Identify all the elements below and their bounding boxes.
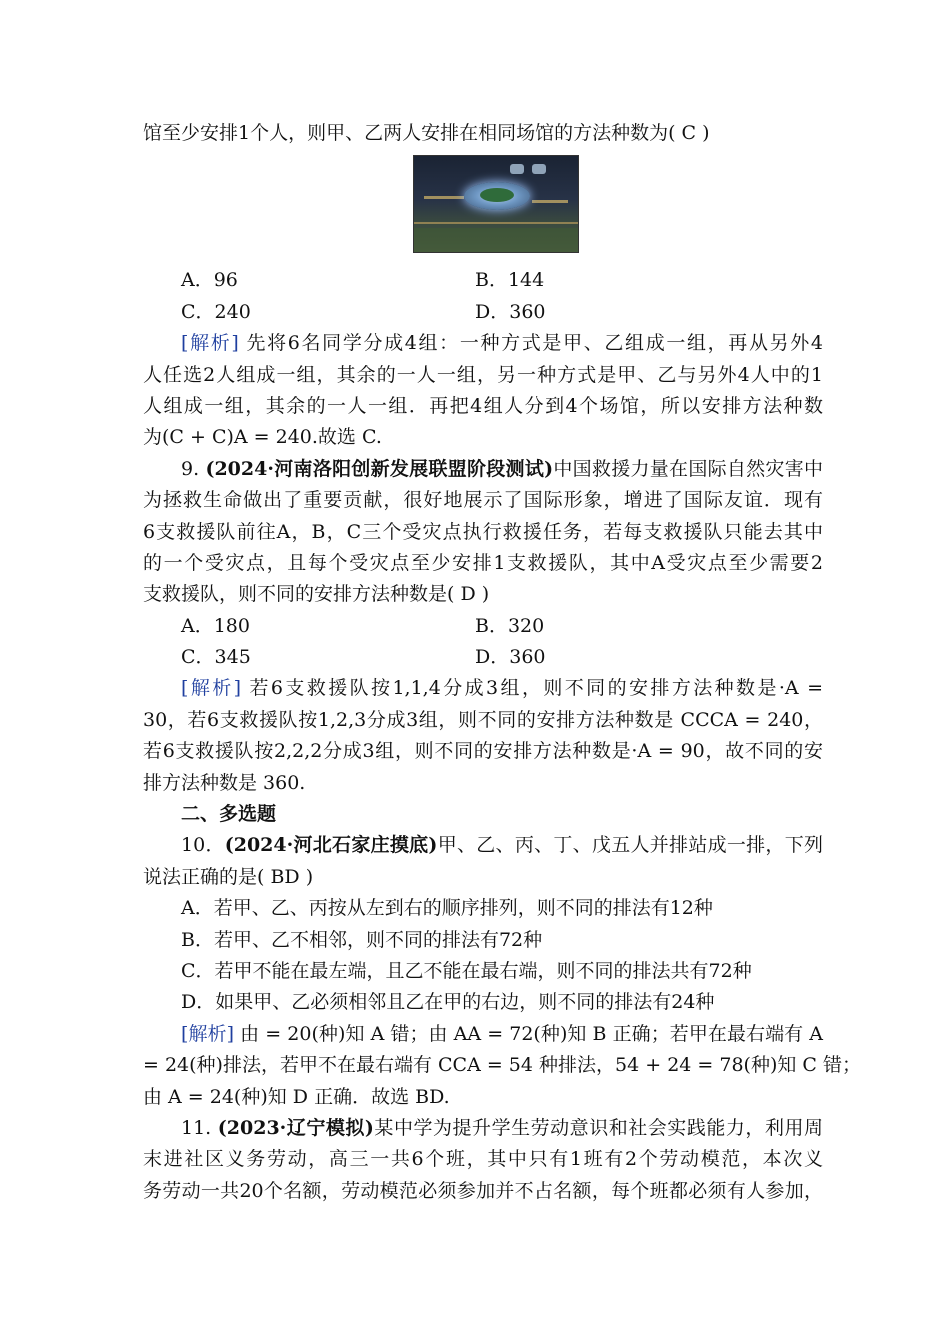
section-heading: 二、多选题 xyxy=(181,803,277,826)
stadium-photo xyxy=(413,155,579,253)
text-line: 馆至少安排1个人，则甲、乙两人安排在相同场馆的方法种数为( C ) xyxy=(143,122,710,144)
question-9-line: 9. (2024·河南洛阳创新发展联盟阶段测试)中国救援力量在国际自然灾害中 xyxy=(181,457,823,480)
option-d: D．360 xyxy=(475,300,546,323)
question-11-line: 11. (2023·辽宁模拟)某中学为提升学生劳动意识和社会实践能力，利用周 xyxy=(181,1116,823,1139)
solution-line: 30，若6支救援队按1,2,3分成3组，则不同的安排方法种数是 CCCA = 240， xyxy=(143,708,823,731)
question-source: (2023·辽宁模拟) xyxy=(217,1116,374,1139)
document-page xyxy=(143,118,861,1207)
question-line: 6支救援队前往A，B，C三个受灾点执行救援任务，若每支救援队只能去其中 xyxy=(143,520,823,543)
options-row xyxy=(143,611,823,642)
question-10-line: 10．(2024·河北石家庄摸底)甲、乙、丙、丁、戊五人并排站成一排，下列 xyxy=(181,834,823,857)
option-c: C．240 xyxy=(181,300,251,323)
options-row xyxy=(143,642,823,673)
question-line: 末进社区义务劳动，高三一共6个班，其中只有1班有2个劳动模范，本次义 xyxy=(143,1148,823,1171)
option-a: A．180 xyxy=(181,614,250,637)
solution-tag: [解析] xyxy=(181,1022,234,1045)
option-c: C．若甲不能在最左端，且乙不能在最右端，则不同的排法共有72种 xyxy=(181,959,752,982)
question-source: (2024·河北石家庄摸底) xyxy=(224,834,438,857)
options-row xyxy=(143,297,823,328)
question-line: 支救援队，则不同的安排方法种数是( D ) xyxy=(143,583,490,606)
option-b: B．若甲、乙不相邻，则不同的排法有72种 xyxy=(181,928,543,951)
solution-line: [解析] 若6支救援队按1,1,4分成3组，则不同的安排方法种数是·A = xyxy=(181,677,823,700)
solution-line: 若6支救援队按2,2,2分成3组，则不同的安排方法种数是·A = 90，故不同的安 xyxy=(143,740,823,763)
option-a: A．96 xyxy=(181,269,238,292)
solution-line: 由 A = 24(种)知 D 正确．故选 BD. xyxy=(143,1085,450,1108)
options-row xyxy=(143,265,823,296)
option-a: A．若甲、乙、丙按从左到右的顺序排列，则不同的排法有12种 xyxy=(181,897,713,920)
question-source: (2024·河南洛阳创新发展联盟阶段测试) xyxy=(205,457,554,480)
question-line: 务劳动一共20个名额，劳动模范必须参加并不占名额，每个班都必须有人参加， xyxy=(143,1179,823,1202)
solution-line: = 24(种)排法，若甲不在最右端有 CCA = 54 种排法，54 + 24 = 78(种)知 C 错； xyxy=(143,1054,861,1077)
solution-tag: [解析] xyxy=(181,332,239,355)
option-c: C．345 xyxy=(181,646,251,669)
figure-container xyxy=(143,155,823,259)
solution-line: 为(C + C)A = 240.故选 C. xyxy=(143,426,382,449)
question-line: 为拯救生命做出了重要贡献，很好地展示了国际形象，增进了国际友谊．现有 xyxy=(143,489,823,512)
option-b: B．144 xyxy=(475,269,545,292)
solution-line: 人任选2人组成一组，其余的一人一组，另一种方式是甲、乙与另外4人中的1 xyxy=(143,363,823,386)
question-line: 说法正确的是( BD ) xyxy=(143,865,314,888)
solution-line: [解析] 先将6名同学分成4组：一种方式是甲、乙组成一组，再从另外4 xyxy=(181,332,823,355)
option-b: B．320 xyxy=(475,614,545,637)
option-d: D．如果甲、乙必须相邻且乙在甲的右边，则不同的排法有24种 xyxy=(181,991,715,1014)
solution-line: 人组成一组，其余的一人一组．再把4组人分到4个场馆，所以安排方法种数 xyxy=(143,394,823,417)
solution-line: 排方法种数是 360. xyxy=(143,771,306,794)
question-line: 的一个受灾点，且每个受灾点至少安排1支救援队，其中A受灾点至少需要2 xyxy=(143,551,823,574)
option-d: D．360 xyxy=(475,646,546,669)
solution-line: [解析] 由 = 20(种)知 A 错；由 AA = 72(种)知 B 正确；若甲在最右端有 A xyxy=(181,1022,824,1045)
solution-tag: [解析] xyxy=(181,677,242,700)
